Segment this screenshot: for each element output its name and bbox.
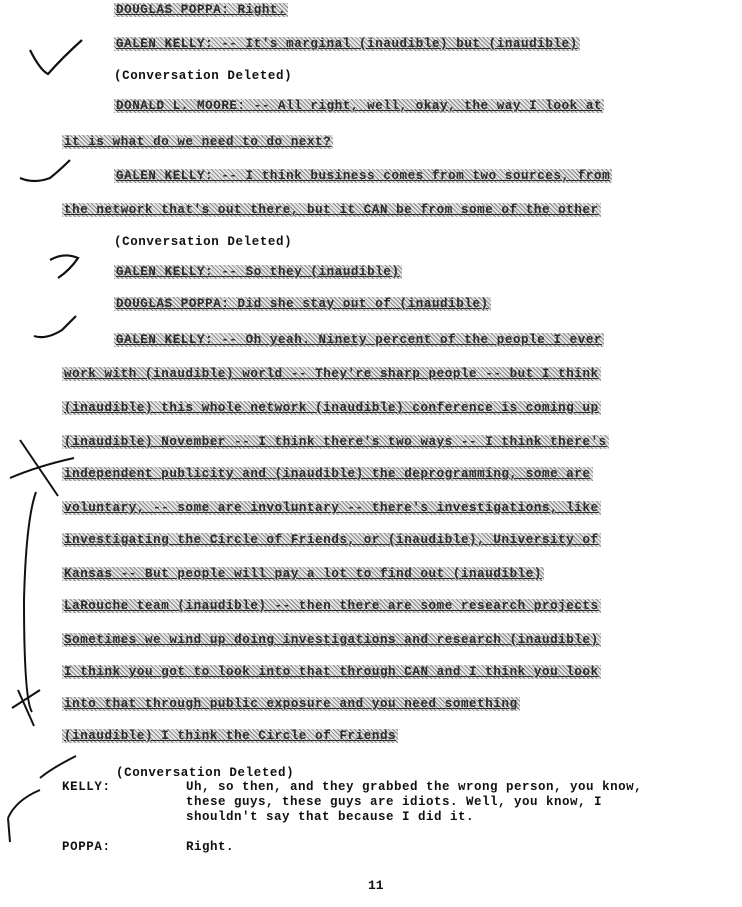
- transcript-line: (inaudible) I think the Circle of Friends: [64, 729, 397, 743]
- transcript-line: DOUGLAS POPPA: Right.: [116, 3, 287, 17]
- arrow-icon: [8, 790, 40, 842]
- transcript-line: Sometimes we wind up doing investigations and research (inaudible): [64, 633, 599, 647]
- transcript-line: (Conversation Deleted): [114, 235, 293, 249]
- cross-icon: [12, 690, 40, 726]
- speaker-label: KELLY:: [62, 780, 111, 794]
- transcript-line: into that through public exposure and you need something: [64, 697, 518, 711]
- transcript-line: I think you got to look into that through CAN and I think you look: [64, 665, 599, 679]
- transcript-line: Kansas -- But people will pay a lot to find out (inaudible): [64, 567, 542, 581]
- checkmark-icon: [40, 756, 76, 778]
- speech-line: Right.: [186, 840, 235, 854]
- transcript-line: LaRouche team (inaudible) -- then there are some research projects: [64, 599, 599, 613]
- cross-icon: [10, 440, 74, 496]
- transcript-line: investigating the Circle of Friends, or (inaudible), University of: [64, 533, 599, 547]
- checkmark-icon: [30, 40, 82, 74]
- page-number: 11: [368, 878, 384, 893]
- transcript-line: (Conversation Deleted): [114, 69, 293, 83]
- transcript-line: DONALD L. MOORE: -- All right, well, okay, the way I look at: [116, 99, 603, 113]
- speech-line: Uh, so then, and they grabbed the wrong person, you know,: [186, 780, 643, 794]
- speech-line: these guys, these guys are idiots. Well, you know, I: [186, 795, 603, 809]
- checkmark-icon: [34, 316, 76, 337]
- speaker-label: POPPA:: [62, 840, 111, 854]
- checkmark-icon: [20, 160, 70, 181]
- transcript-line: independent publicity and (inaudible) the deprogramming, some are: [64, 467, 591, 481]
- transcript-line: GALEN KELLY: -- Oh yeah. Ninety percent of the people I ever: [116, 333, 603, 347]
- transcript-line: (inaudible) November -- I think there's two ways -- I think there's: [64, 435, 607, 449]
- conversation-deleted-label: (Conversation Deleted): [116, 766, 295, 780]
- transcript-line: the network that's out there, but it CAN be from some of the other: [64, 203, 599, 217]
- transcript-line: GALEN KELLY: -- It's marginal (inaudible) but (inaudible): [116, 37, 578, 51]
- transcript-line: (inaudible) this whole network (inaudible) conference is coming up: [64, 401, 599, 415]
- transcript-line: it is what do we need to do next?: [64, 135, 332, 149]
- bracket-line: [24, 492, 36, 712]
- transcript-line: voluntary, -- some are involuntary -- there's investigations, like: [64, 501, 599, 515]
- transcript-line: GALEN KELLY: -- I think business comes from two sources, from: [116, 169, 611, 183]
- transcript-line: DOUGLAS POPPA: Did she stay out of (inaudible): [116, 297, 489, 311]
- speech-line: shouldn't say that because I did it.: [186, 810, 475, 824]
- checkmark-icon: [50, 255, 78, 278]
- transcript-line: work with (inaudible) world -- They're sharp people -- but I think: [64, 367, 599, 381]
- transcript-line: GALEN KELLY: -- So they (inaudible): [116, 265, 400, 279]
